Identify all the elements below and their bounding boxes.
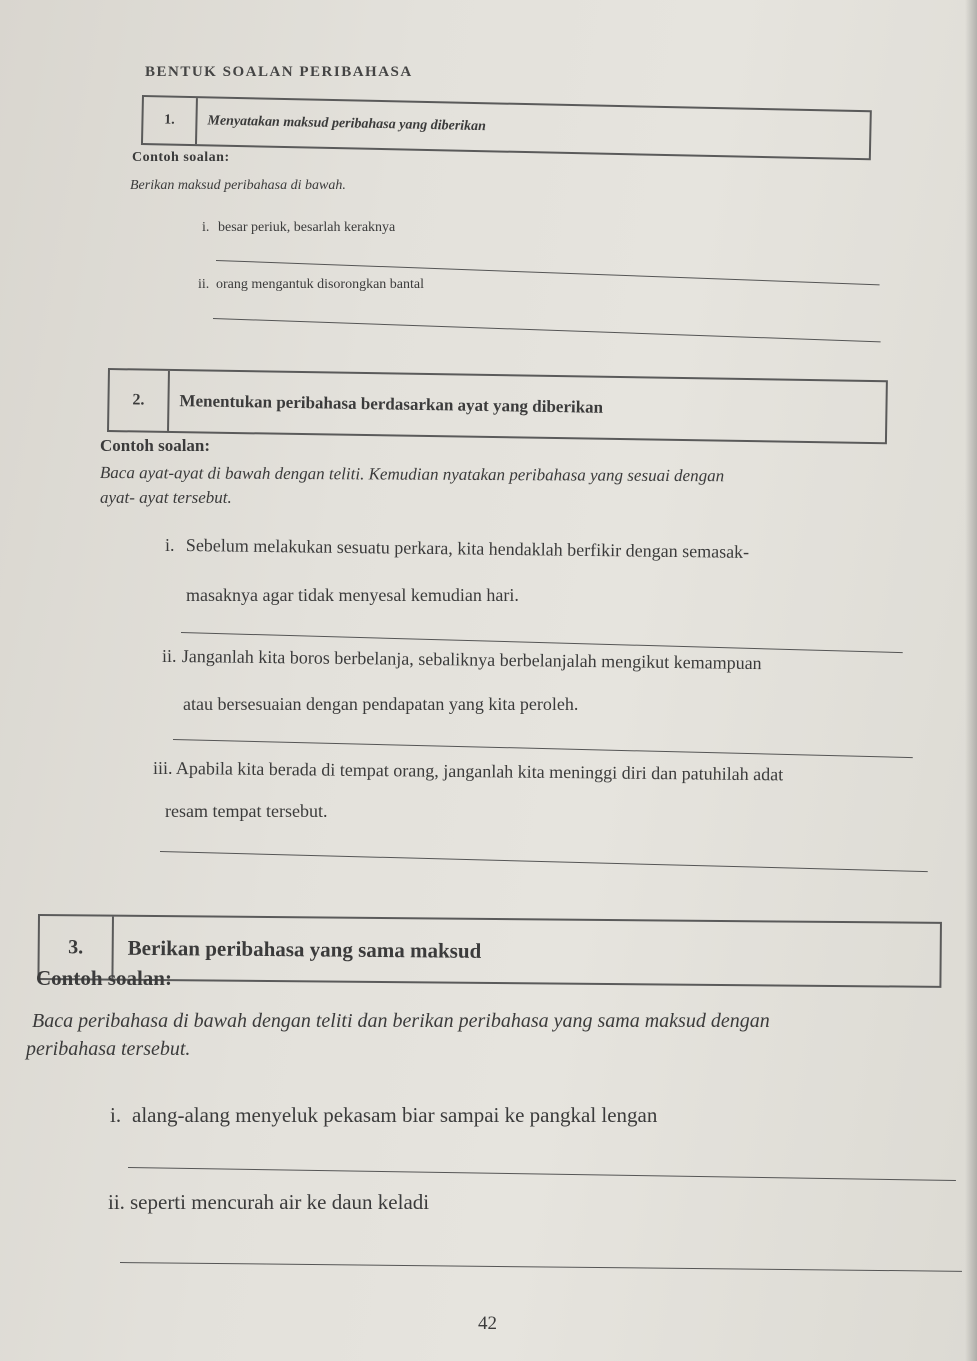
section2-number: 2. [109, 370, 170, 431]
section1-item-marker: i. [202, 220, 210, 235]
section1-item-text: orang mengantuk disorongkan bantal [216, 277, 425, 292]
section1-item-text: besar periuk, besarlah keraknya [218, 220, 396, 235]
section2-item-line1: Apabila kita berada di tempat orang, janganlah kita meninggi diri dan patuhilah adat [175, 758, 784, 785]
page-edge-shadow [965, 0, 977, 1361]
section2-item-marker: ii. [162, 646, 177, 666]
answer-line[interactable] [128, 1167, 956, 1181]
section3-item-text: alang-alang menyeluk pekasam biar sampai ke pangkal lengan [132, 1103, 658, 1127]
section1-heading: Menyatakan maksud peribahasa yang diberikan [207, 113, 487, 135]
section3-item-marker: ii. [108, 1190, 125, 1214]
section2-item-line1: Janganlah kita boros berbelanja, sebaliknya berbelanjalah mengikut kemampuan [181, 646, 762, 674]
section1-instruction: Berikan maksud peribahasa di bawah. [130, 178, 346, 193]
section3-heading: Berikan peribahasa yang sama maksud [127, 935, 482, 963]
section2-item-line2: atau bersesuaian dengan pendapatan yang kita peroleh. [183, 694, 579, 714]
section3-number: 3. [39, 916, 114, 979]
section3-item-marker: i. [110, 1103, 122, 1127]
section3-instruction-line1: Baca peribahasa di bawah dengan teliti dan berikan peribahasa yang sama maksud dengan [32, 1010, 770, 1032]
section3-item-text: seperti mencurah air ke daun keladi [130, 1190, 430, 1214]
section3-heading-box [37, 914, 942, 988]
section2-item-marker: iii. [153, 758, 173, 778]
section2-item-marker: i. [165, 535, 175, 555]
answer-line[interactable] [160, 851, 928, 872]
section2-instruction-line1: Baca ayat-ayat di bawah dengan teliti. Kemudian nyatakan peribahasa yang sesuai dengan [99, 463, 725, 486]
section2-item-line2: masaknya agar tidak menyesal kemudian hari. [186, 585, 519, 605]
answer-line[interactable] [213, 318, 881, 342]
section1-example-label: Contoh soalan: [132, 150, 230, 165]
page-title: BENTUK SOALAN PERIBAHASA [145, 64, 413, 80]
section3-instruction-line2: peribahasa tersebut. [26, 1038, 191, 1060]
section2-heading: Menentukan peribahasa berdasarkan ayat yang diberikan [179, 391, 604, 417]
answer-line[interactable] [173, 739, 913, 758]
section1-item-marker: ii. [198, 277, 210, 292]
section3-example-label: Contoh soalan: [36, 966, 172, 990]
section2-item-line2: resam tempat tersebut. [165, 801, 328, 821]
section1-number: 1. [143, 97, 198, 144]
page-number: 42 [478, 1313, 497, 1334]
section2-item-line1: Sebelum melakukan sesuatu perkara, kita hendaklah berfikir dengan semasak- [185, 535, 750, 562]
answer-line[interactable] [120, 1262, 962, 1272]
section1-heading-box [141, 95, 872, 160]
section2-instruction-line2: ayat- ayat tersebut. [100, 488, 232, 507]
section2-example-label: Contoh soalan: [100, 436, 211, 455]
section2-heading-box [107, 368, 888, 444]
